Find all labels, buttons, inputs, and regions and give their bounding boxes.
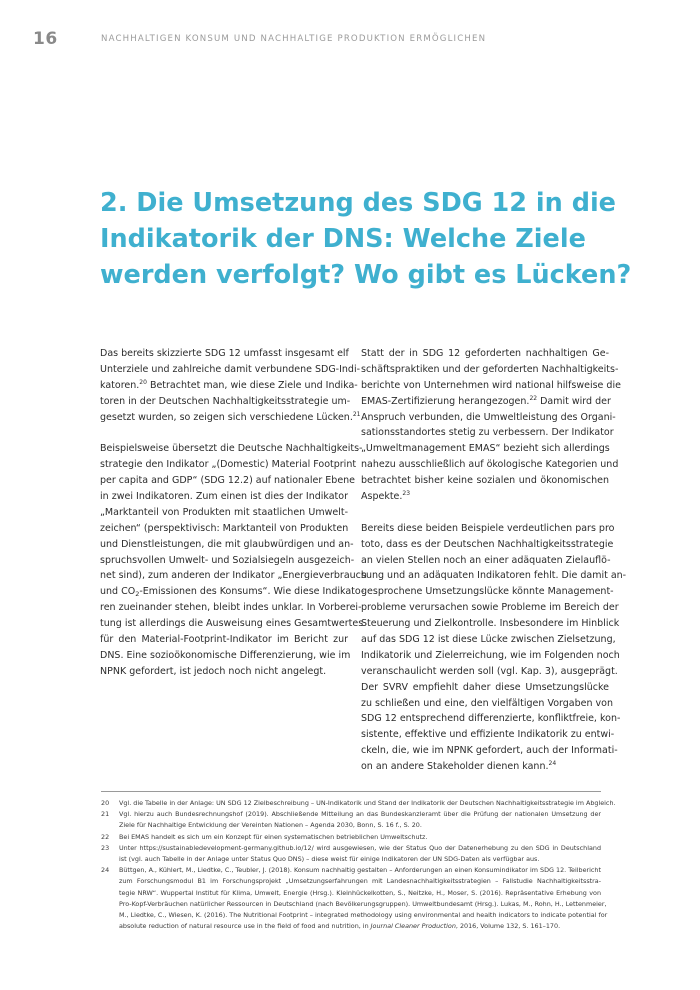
text-line: zeichen“ (perspektivisch: Marktanteil von Produkten	[100, 522, 349, 534]
text-line: Der SVRV empfiehlt daher diese Umsetzungslücke	[361, 681, 609, 693]
text-fragment: absolute reduction of natural resource use in the field of food and nutrition, in	[119, 922, 371, 931]
text-line: berichte von Unternehmen wird national hilfsweise die	[361, 379, 621, 391]
paragraph	[100, 346, 361, 425]
text-line: tung ist allerdings die Ausweisung eines Gesamtwertes	[100, 618, 364, 630]
text-line: Steuerung und Zielkontrolle. Insbesondere im Hinblick	[361, 618, 620, 630]
text-line	[100, 378, 358, 394]
footnote-line: Pro-Kopf-Verbräuchen natürlicher Ressourcen in Deutschland (nach Bevölkerungsgruppen). Umweltbundesamt (Hrsg.). Lukas, M., Rohn, H., Lettenmeier,	[119, 899, 607, 908]
text-line: veranschaulicht werden soll (vgl. Kap. 3), ausgeprägt.	[361, 665, 618, 677]
footnote-line: M., Liedtke, C., Wiesen, K. (2016). The Nutritional Footprint – integrated methodology using environmental and health indicators to indicate potential for	[119, 911, 608, 920]
text-line: SDG 12 entsprechend differenzierte, konfliktfreie, kon-	[361, 713, 621, 725]
footnote-ref[interactable]: 22	[529, 394, 538, 402]
footnote-ref[interactable]: 23	[402, 490, 411, 498]
paragraph	[361, 521, 627, 775]
text-line: toren in der Deutschen Nachhaltigkeitsstrategie um-	[100, 395, 351, 407]
footnote-number: 24	[101, 866, 110, 875]
paragraph	[361, 346, 621, 505]
text-fragment: gesetzt wurden, so zeigen sich verschiedene Lücken.	[100, 411, 353, 423]
text-line: betrachtet bisher keine sozialen und ökonomischen	[361, 475, 609, 487]
text-line: ckeln, die, wie im NPNK gefordert, auch der Informati-	[361, 745, 618, 757]
text-line: ren zueinander stehen, bleibt indes unklar. In Vorberei-	[100, 602, 362, 614]
text-line: toto, dass es der Deutschen Nachhaltigkeitsstrategie	[361, 538, 614, 550]
text-line: sationsstandortes stetig zu verbessern. Der Indikator	[361, 427, 614, 439]
text-line: NPNK gefordert, ist jedoch noch nicht angelegt.	[100, 665, 327, 677]
text-line: spruchsvollen Umwelt- und Sozialsiegeln ausgezeich-	[100, 554, 355, 566]
text-line: und Dienstleistungen, die mit glaubwürdigen und an-	[100, 538, 354, 550]
text-fragment: und CO	[100, 586, 136, 598]
text-line: net sind), zum anderen der Indikator „Energieverbrauch	[100, 570, 367, 582]
text-line: „Marktanteil von Produkten mit staatlichen Umwelt-	[100, 506, 348, 518]
footnote-number: 22	[101, 832, 110, 841]
chapter-title	[100, 185, 632, 293]
footnote-line: zum Forschungsmodul B1 im Forschungsprojekt „Umsetzungserfahrungen mit Landesnachhaltigkeitsstrategien – Fallstudie Nachhaltigkeitsstra-	[119, 877, 601, 886]
text-line: nahezu ausschließlich auf ökologische Kategorien und	[361, 459, 619, 471]
footnotes	[101, 791, 616, 932]
text-fragment: Betrachtet man, wie diese Ziele und Indika-	[146, 379, 358, 391]
text-fragment: Aspekte.	[361, 491, 403, 503]
text-line: Das bereits skizzierte SDG 12 umfasst insgesamt elf	[100, 348, 349, 359]
text-line: Beispielsweise übersetzt die Deutsche Nachhaltigkeits-	[100, 443, 363, 455]
left-column	[100, 346, 367, 680]
text-line: probleme verursachen sowie Probleme im Bereich der	[361, 602, 619, 614]
text-line: in zwei Indikatoren. Zum einen ist dies der Indikator	[100, 491, 348, 503]
text-line: für den Material-Footprint-Indikator im Bericht zur	[100, 634, 348, 646]
text-line	[361, 489, 609, 505]
footnote-line	[119, 921, 601, 932]
text-line: an vielen Stellen noch an einer adäquaten Zielauflö-	[361, 554, 611, 566]
text-line: sistente, effektive und effiziente Indikatorik zu entwi-	[361, 729, 615, 741]
text-line: Statt der in SDG 12 geforderten nachhaltigen Ge-	[361, 348, 609, 359]
footnote-line: Ziele für Nachhaltige Entwicklung der Vereinten Nationen – Agenda 2030, Bonn, S. 16 f., S. 20.	[119, 821, 422, 830]
text-line: gesprochene Umsetzungslücke könnte Management-	[361, 586, 614, 598]
subscript: 2	[135, 590, 140, 599]
right-column	[361, 346, 627, 775]
footnote-ref[interactable]: 24	[548, 760, 557, 768]
footnote-line: Unter https://sustainabledevelopment-germany.github.io/12/ wird ausgewiesen, wie der Status Quo der Datenerhebung zu den SDG in Deutschland	[119, 843, 601, 852]
paragraph	[100, 441, 367, 679]
text-line: Bereits diese beiden Beispiele verdeutlichen pars pro	[361, 522, 615, 534]
text-line: zu schließen und eine, den vielfältigen Vorgaben von	[361, 697, 613, 709]
footnote-number: 21	[101, 810, 110, 819]
text-fragment: katoren.	[100, 379, 140, 391]
text-fragment: Damit wird der	[537, 395, 611, 407]
footnote	[101, 809, 601, 831]
footnote-number: 20	[101, 799, 110, 807]
text-line: Anspruch verbunden, die Umweltleistung des Organi-	[361, 411, 616, 423]
text-line	[361, 759, 609, 775]
footnote	[101, 798, 616, 809]
text-line	[100, 410, 361, 426]
text-line: sung und an adäquaten Indikatoren fehlt. Die damit an-	[361, 570, 627, 582]
text-fragment: EMAS-Zertifizierung herangezogen.	[361, 395, 530, 407]
footnote-line: tegie NRW“. Wuppertal Institut für Klima, Umwelt, Energie (Hrsg.). Kleinhückelkotten, S., Neitzke, H., Moser, S. (2016). Repräsentative Erhebung von	[119, 888, 601, 897]
text-line: Indikatorik und Zielerreichung, wie im Folgenden noch	[361, 649, 620, 661]
text-line: schäftspraktiken und der geforderten Nachhaltigkeits-	[361, 363, 619, 375]
journal-title: Journal Cleaner Production	[370, 922, 456, 931]
chapter-title-line: werden verfolgt? Wo gibt es Lücken?	[100, 260, 632, 290]
text-line: strategie den Indikator „(Domestic) Material Footprint	[100, 459, 357, 471]
text-line: „Umweltmanagement EMAS“ bezieht sich allerdings	[361, 443, 610, 455]
chapter-title-line: Indikatorik der DNS: Welche Ziele	[100, 224, 586, 254]
page-number: 16	[33, 29, 58, 49]
text-line: DNS. Eine sozioökonomische Differenzierung, wie im	[100, 649, 351, 661]
footnote	[101, 843, 601, 865]
running-header: NACHHALTIGEN KONSUM UND NACHHALTIGE PRODUKTION ERMÖGLICHEN	[101, 34, 487, 44]
footnote-line: ist (vgl. auch Tabelle in der Anlage unter Status Quo DNS) – diese weist für einige Indikatoren der UN SDG-Daten als verfügbar aus.	[119, 855, 540, 864]
footnote-line: Vgl. die Tabelle in der Anlage: UN SDG 12 Zielbeschreibung – UN-Indikatorik und Stand der Indikatorik der Deutschen Nachhaltigkeitsstrategie im Abgleich.	[119, 799, 616, 807]
text-line: per capita and GDP“ (SDG 12.2) auf nationaler Ebene	[100, 475, 356, 487]
text-fragment: , 2016, Volume 132, S. 161–170.	[455, 922, 561, 931]
footnote-line: Vgl. hierzu auch Bundesrechnungshof (2019). Abschließende Mitteilung an das Bundeskanzleramt über die Prüfung der nationalen Umsetzung der	[119, 810, 601, 819]
footnote	[101, 832, 601, 843]
footnote	[101, 865, 608, 932]
text-fragment: -Emissionen des Konsums“. Wie diese Indikato-	[139, 586, 365, 598]
text-fragment: on an andere Stakeholder dienen kann.	[361, 761, 549, 773]
footnote-number: 23	[101, 843, 110, 852]
text-line: auf das SDG 12 ist diese Lücke zwischen Zielsetzung,	[361, 634, 616, 646]
paragraph-gap	[100, 425, 348, 441]
text-line	[100, 584, 365, 600]
chapter-title-line: 2. Die Umsetzung des SDG 12 in die	[100, 188, 616, 218]
paragraph-gap	[361, 505, 609, 521]
footnote-ref[interactable]: 20	[139, 378, 147, 386]
text-line	[361, 394, 609, 410]
text-line: Unterziele und zahlreiche damit verbundene SDG-Indi-	[100, 363, 361, 375]
footnote-line: Bei EMAS handelt es sich um ein Konzept für einen systematischen betrieblichen Umweltschutz.	[119, 832, 428, 841]
footnote-line: Büttgen, A., Kühlert, M., Liedtke, C., Teubler, J. (2018). Konsum nachhaltig gestalten – Anforderungen an einen Konsumindikator im SDG 12. Teilbericht	[119, 866, 601, 875]
footnote-ref[interactable]: 21	[352, 410, 361, 418]
